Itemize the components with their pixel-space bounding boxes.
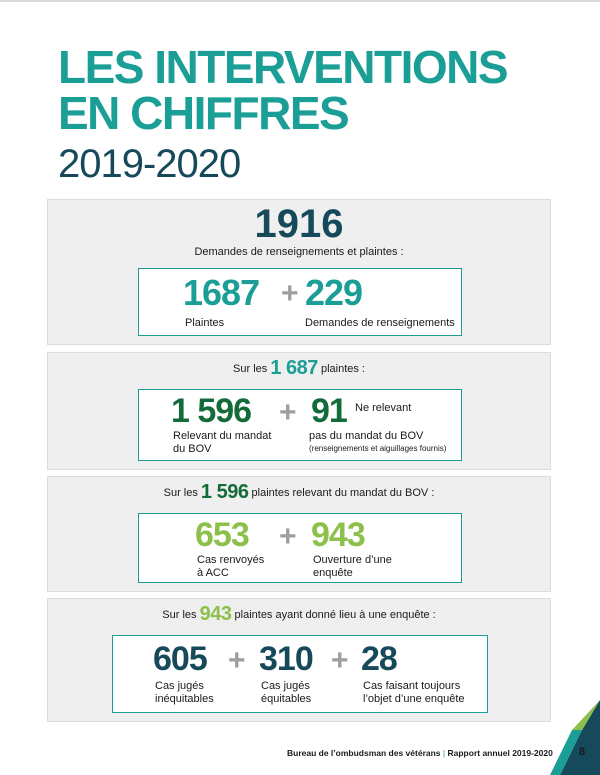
referred-label-line-2: à ACC (197, 567, 229, 579)
page-number: 8 (579, 746, 586, 758)
panel-intro (48, 603, 550, 626)
complaints-label: Plaintes (185, 317, 225, 329)
intro-before: Sur les (162, 609, 197, 621)
footer-report: Rapport annuel 2019-2020 (447, 748, 553, 758)
footer-org: Bureau de l’ombudsman des vétérans (287, 748, 441, 758)
panel-intro (48, 357, 550, 380)
out-of-mandate-label-line-1: Ne relevant (355, 402, 412, 414)
page-title (58, 41, 508, 139)
title-line-2: EN CHIFFRES (58, 87, 349, 139)
total-caption: Demandes de renseignements et plaintes : (194, 246, 404, 258)
requests-label: Demandes de renseignements (305, 317, 455, 329)
panel-investigations (47, 598, 551, 722)
out-of-mandate-number: 91 (311, 392, 347, 430)
in-mandate-number: 1 596 (171, 392, 252, 430)
referred-label (197, 554, 264, 580)
investigations-label-line-1: Ouverture d’une (313, 554, 392, 566)
page-year: 2019-2020 (58, 142, 241, 186)
panel-total-requests (47, 199, 551, 345)
panel-complaints (47, 352, 551, 470)
fair-label-line-2: équitables (261, 693, 312, 705)
panel-intro (48, 481, 550, 504)
intro-after: plaintes ayant donné lieu à une enquête : (234, 609, 436, 621)
plus-sign: + (279, 520, 297, 553)
complaints-number: 1687 (183, 272, 260, 313)
fair-label (261, 680, 311, 706)
corner-decoration (542, 700, 600, 775)
in-mandate-breakdown-box (138, 513, 462, 583)
plus-sign-1: + (228, 644, 246, 677)
ongoing-number: 28 (361, 640, 397, 678)
unfair-label-line-1: Cas jugés (155, 680, 204, 692)
ongoing-label (363, 680, 465, 706)
fair-label-line-1: Cas jugés (261, 680, 310, 692)
in-mandate-label-line-1: Relevant du mandat (173, 430, 272, 442)
unfair-number: 605 (153, 640, 207, 678)
intro-number: 1 596 (200, 481, 249, 503)
intro-before: Sur les (163, 487, 198, 499)
referred-number: 653 (195, 516, 249, 554)
unfair-label-line-2: inéquitables (155, 693, 214, 705)
investigations-breakdown-box (112, 635, 488, 713)
title-line-1: LES INTERVENTIONS (58, 41, 508, 93)
out-of-mandate-note: (renseignements et aiguillages fournis) (309, 444, 447, 453)
footer-separator: | (442, 748, 446, 758)
unfair-label (155, 680, 214, 706)
plus-sign: + (281, 277, 299, 310)
requests-number: 229 (305, 272, 363, 313)
in-mandate-label (173, 430, 271, 456)
plus-sign: + (279, 396, 297, 429)
investigations-number: 943 (311, 516, 365, 554)
intro-before: Sur les (233, 363, 268, 375)
intro-after: plaintes : (320, 363, 365, 375)
top-rule (0, 0, 600, 2)
intro-number: 943 (199, 603, 232, 625)
intro-after: plaintes relevant du mandat du BOV : (251, 487, 435, 499)
panel-in-mandate (47, 476, 551, 592)
ongoing-label-line-1: Cas faisant toujours (363, 680, 461, 692)
fair-number: 310 (259, 640, 313, 678)
complaints-breakdown-box (138, 389, 462, 461)
plus-sign-2: + (331, 644, 349, 677)
breakdown-box (138, 268, 462, 336)
referred-label-line-1: Cas renvoyés (197, 554, 265, 566)
in-mandate-label-line-2: du BOV (173, 443, 212, 455)
footer (287, 748, 553, 758)
total-number: 1916 (254, 202, 344, 246)
investigations-label (313, 554, 392, 580)
intro-number: 1 687 (270, 357, 318, 379)
out-of-mandate-label-line-2: pas du mandat du BOV (309, 430, 424, 442)
ongoing-label-line-2: l’objet d’une enquête (363, 693, 465, 705)
investigations-label-line-2: enquête (313, 567, 353, 579)
